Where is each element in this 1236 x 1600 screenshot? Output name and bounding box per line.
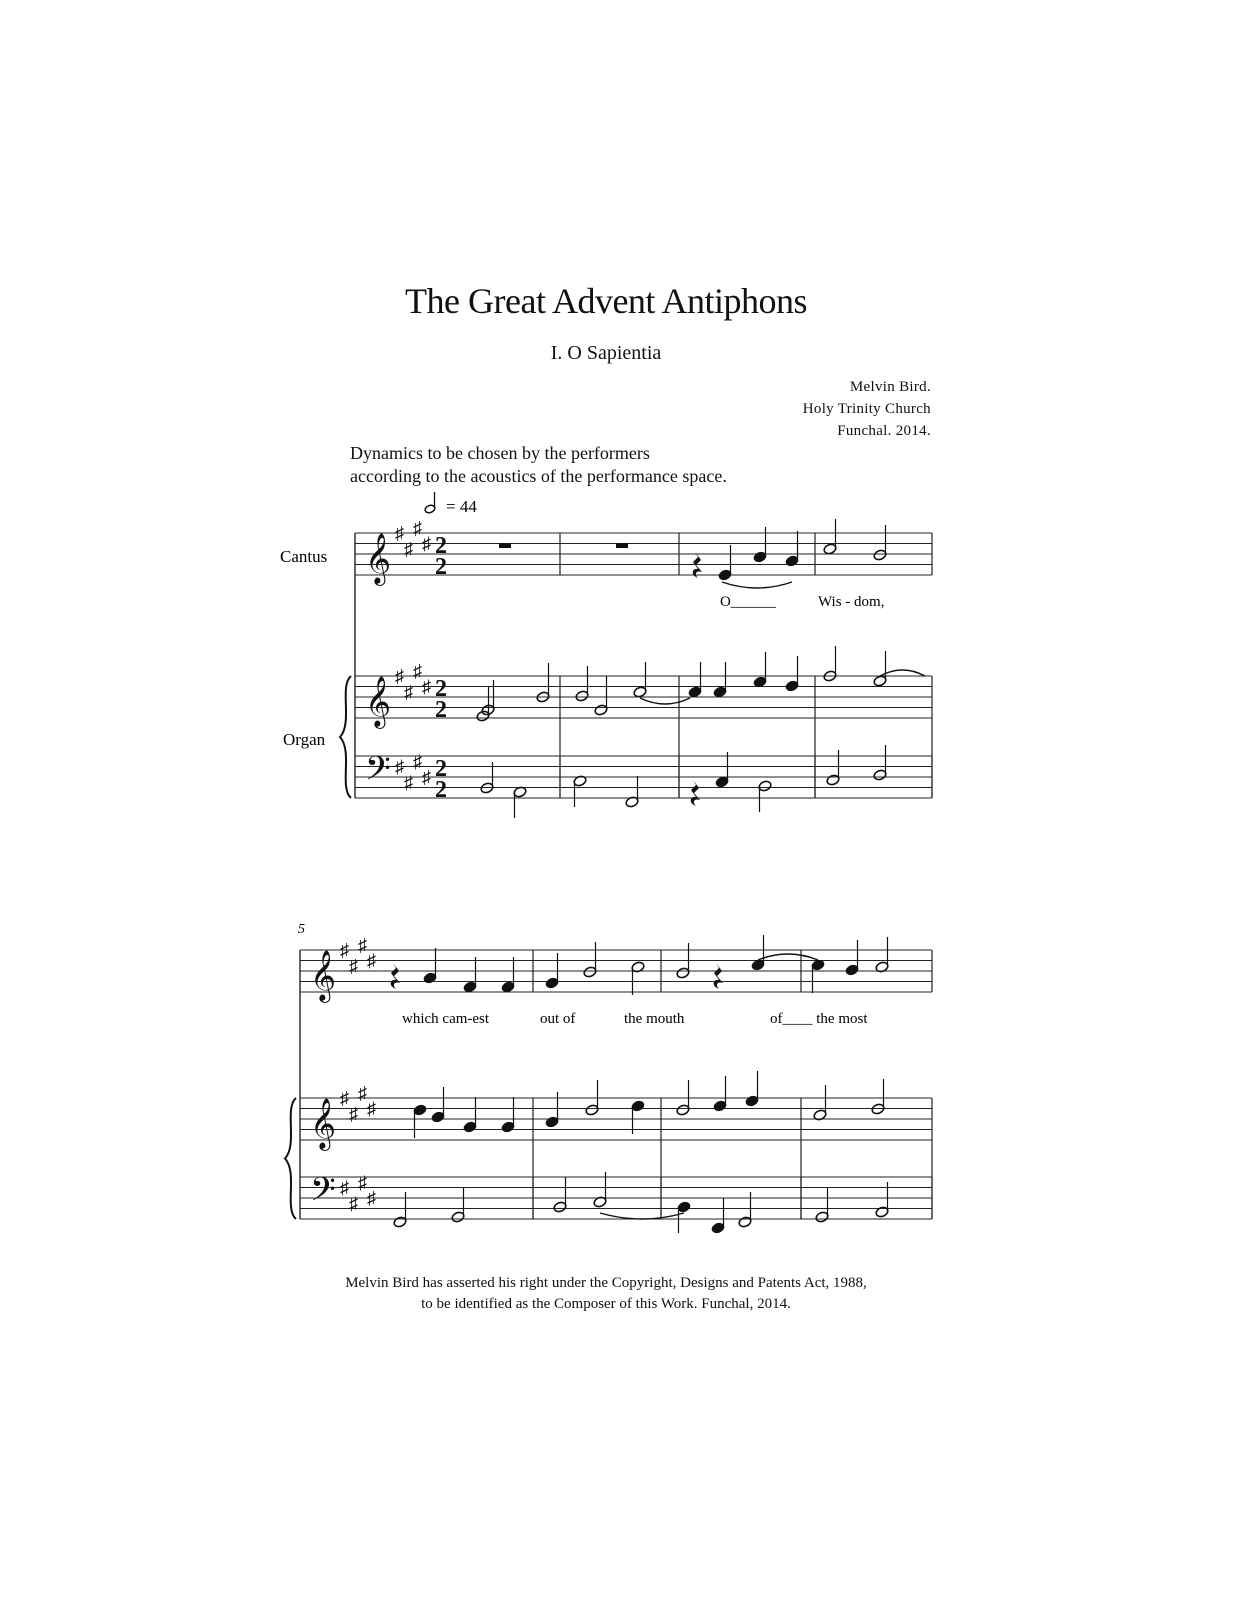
instrument-label-cantus: Cantus: [280, 547, 328, 566]
time-signature-bottom: 2: [435, 777, 447, 803]
lyric: of____ the most: [770, 1011, 868, 1027]
sharp-accidental: ♯: [340, 1177, 349, 1198]
movement-subtitle: I. O Sapientia: [550, 342, 662, 364]
quarter-rest: [391, 963, 400, 989]
treble-clef: 𝄞: [310, 1099, 337, 1148]
sharp-accidental: ♯: [349, 1103, 358, 1124]
tie: [758, 954, 818, 960]
quarter-rest: [691, 780, 700, 806]
sharp-accidental: ♯: [367, 950, 376, 971]
sharp-accidental: ♯: [367, 1188, 376, 1208]
time-signature-top: 2: [435, 756, 447, 782]
lyric: Wis - dom,: [818, 594, 885, 610]
time-signature-bottom: 2: [435, 554, 447, 580]
page-title: The Great Advent Antiphons: [405, 281, 807, 321]
sharp-accidental: ♯: [367, 1098, 376, 1119]
sharp-accidental: ♯: [358, 1172, 367, 1193]
treble-clef: 𝄞: [310, 951, 337, 1000]
quarter-rest: [714, 963, 723, 989]
barlines: [300, 533, 932, 1219]
sharp-accidental: ♯: [358, 934, 367, 955]
tempo-value: = 44: [446, 497, 477, 516]
sharp-accidental: ♯: [340, 940, 349, 960]
sharp-accidental: ♯: [422, 533, 431, 554]
copyright-line-1: Melvin Bird has asserted his right under the Copyright, Designs and Patents Act, 1988,: [345, 1275, 867, 1291]
staff-lines: [300, 533, 932, 1219]
lyrics: [402, 594, 884, 1027]
organ-brace: [340, 676, 351, 798]
treble-clef: 𝄞: [365, 677, 392, 726]
bass-clef: 𝄢: [310, 1171, 336, 1216]
sharp-accidental: ♯: [395, 523, 404, 543]
sharp-accidental: ♯: [340, 1088, 349, 1108]
measure-number: 5: [298, 922, 305, 937]
whole-rest: [616, 543, 628, 548]
tie: [880, 670, 925, 676]
organ-brace: [285, 1098, 296, 1219]
tie: [722, 582, 792, 588]
tie: [640, 698, 690, 704]
treble-clef: 𝄞: [365, 534, 392, 583]
tempo-marking: [424, 492, 477, 516]
performance-note-line-2: according to the acoustics of the performance space.: [350, 466, 727, 486]
time-signature-bottom: 2: [435, 697, 447, 723]
notes: [393, 519, 889, 1234]
instrument-label-organ: Organ: [283, 730, 326, 749]
sharp-accidental: ♯: [349, 955, 358, 976]
copyright-line-2: to be identified as the Composer of this Work. Funchal, 2014.: [421, 1296, 791, 1312]
lyric: which cam-est: [402, 1011, 490, 1027]
whole-rest: [499, 543, 511, 548]
tie: [600, 1213, 684, 1219]
sharp-accidental: ♯: [413, 660, 422, 681]
performance-note-line-1: Dynamics to be chosen by the performers: [350, 443, 650, 463]
sharp-accidental: ♯: [413, 751, 422, 772]
sharp-accidental: ♯: [358, 1082, 367, 1103]
sharp-accidental: ♯: [395, 666, 404, 686]
time-signatures: [435, 533, 447, 803]
church-line: Holy Trinity Church: [802, 401, 931, 417]
lyric: out of: [540, 1011, 576, 1027]
sharp-accidental: ♯: [395, 756, 404, 777]
place-date-line: Funchal. 2014.: [837, 423, 931, 439]
time-signature-top: 2: [435, 533, 447, 559]
sharp-accidental: ♯: [422, 676, 431, 697]
time-signature-top: 2: [435, 676, 447, 702]
lyric: the mouth: [624, 1011, 685, 1027]
sharp-accidental: ♯: [404, 538, 413, 559]
sharp-accidental: ♯: [349, 1193, 358, 1214]
sharp-accidental: ♯: [413, 517, 422, 538]
bass-clef: 𝄢: [365, 750, 391, 795]
sharp-accidental: ♯: [404, 772, 413, 793]
sharp-accidental: ♯: [422, 767, 431, 787]
lyric: O______: [720, 594, 776, 610]
sharp-accidental: ♯: [404, 681, 413, 702]
composer-line: Melvin Bird.: [849, 379, 931, 395]
